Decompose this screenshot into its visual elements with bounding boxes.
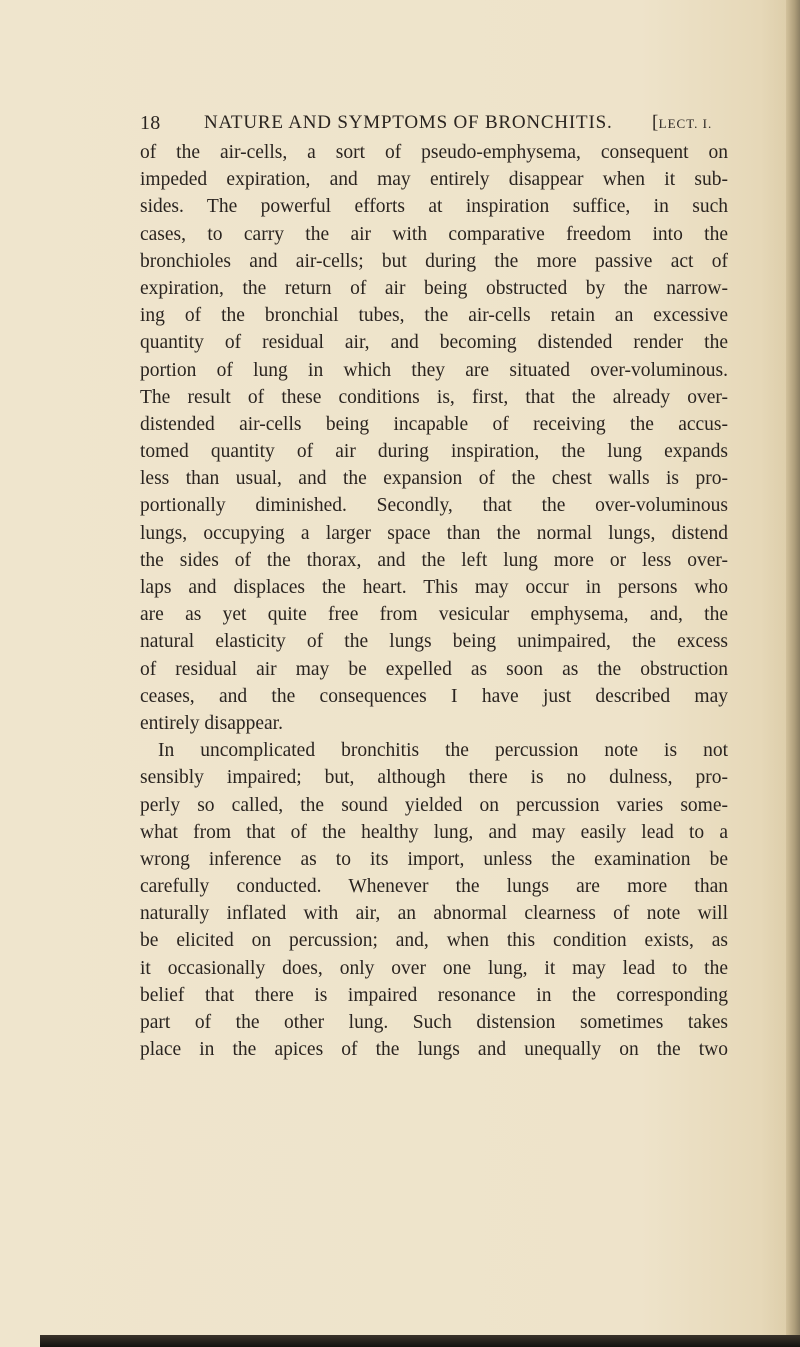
text-line: sensibly impaired; but, although there is no dulness, pro- bbox=[140, 767, 728, 789]
page-number: 18 bbox=[140, 112, 161, 134]
text-line: expiration, the return of air being obstructed by the narrow- bbox=[140, 277, 728, 299]
text-line: part of the other lung. Such distension sometimes takes bbox=[140, 1012, 728, 1033]
text-line: The result of these conditions is, first, that the already over- bbox=[140, 386, 728, 408]
text-line: of the air-cells, a sort of pseudo-emphysema, consequent on bbox=[140, 142, 728, 163]
text-line: distended air-cells being incapable of receiving the accus- bbox=[140, 413, 728, 435]
text-line: tomed quantity of air during inspiration, the lung expands bbox=[140, 441, 728, 463]
text-line: what from that of the healthy lung, and may easily lead to a bbox=[140, 821, 728, 843]
running-title: NATURE AND SYMPTOMS OF BRONCHITIS. bbox=[204, 112, 613, 133]
lecture-bracket: [ bbox=[652, 112, 659, 133]
text-line: ing of the bronchial tubes, the air-cells retain an excessive bbox=[140, 305, 728, 327]
text-line: be elicited on percussion; and, when this condition exists, as bbox=[140, 930, 728, 952]
page-edge-shadow bbox=[786, 0, 800, 1347]
text-line: sides. The powerful efforts at inspiration suffice, in such bbox=[140, 196, 728, 218]
text-line: place in the apices of the lungs and unequally on the two bbox=[140, 1039, 728, 1061]
text-line: bronchioles and air-cells; but during the more passive act of bbox=[140, 250, 728, 272]
text-line: quantity of residual air, and becoming distended render the bbox=[140, 332, 728, 354]
paragraph-1 bbox=[140, 139, 728, 737]
text-line: lungs, occupying a larger space than the normal lungs, distend bbox=[140, 522, 728, 544]
page-bottom-edge bbox=[40, 1335, 800, 1347]
text-line: naturally inflated with air, an abnormal clearness of note will bbox=[140, 903, 728, 925]
text-line: carefully conducted. Whenever the lungs are more than bbox=[140, 876, 728, 898]
text-line: less than usual, and the expansion of the chest walls is pro- bbox=[140, 468, 728, 490]
body-text bbox=[140, 139, 728, 1063]
text-line: impeded expiration, and may entirely disappear when it sub- bbox=[140, 169, 728, 191]
text-line: are as yet quite free from vesicular emphysema, and, the bbox=[140, 604, 728, 626]
text-line: wrong inference as to its import, unless the examination be bbox=[140, 848, 728, 870]
text-line: perly so called, the sound yielded on percussion varies some- bbox=[140, 794, 728, 816]
text-line: the sides of the thorax, and the left lung more or less over- bbox=[140, 549, 728, 571]
text-line: belief that there is impaired resonance in the corresponding bbox=[140, 984, 728, 1006]
paragraph-2 bbox=[140, 737, 728, 1063]
running-header bbox=[140, 112, 740, 142]
text-line: In uncomplicated bronchitis the percussion note is not bbox=[158, 740, 728, 762]
text-line: cases, to carry the air with comparative freedom into the bbox=[140, 223, 728, 245]
text-line: it occasionally does, only over one lung, it may lead to the bbox=[140, 957, 728, 979]
text-line: of residual air may be expelled as soon as the obstruction bbox=[140, 658, 728, 680]
lecture-reference bbox=[652, 112, 712, 134]
text-line: portion of lung in which they are situated over-voluminous. bbox=[140, 359, 728, 381]
text-line: laps and displaces the heart. This may occur in persons who bbox=[140, 577, 728, 598]
text-line: natural elasticity of the lungs being unimpaired, the excess bbox=[140, 631, 728, 653]
lecture-label: LECT. I. bbox=[658, 116, 713, 131]
text-line: ceases, and the consequences I have just described may bbox=[140, 685, 728, 707]
text-line: portionally diminished. Secondly, that the over-voluminous bbox=[140, 495, 728, 517]
text-line: entirely disappear. bbox=[140, 712, 283, 734]
